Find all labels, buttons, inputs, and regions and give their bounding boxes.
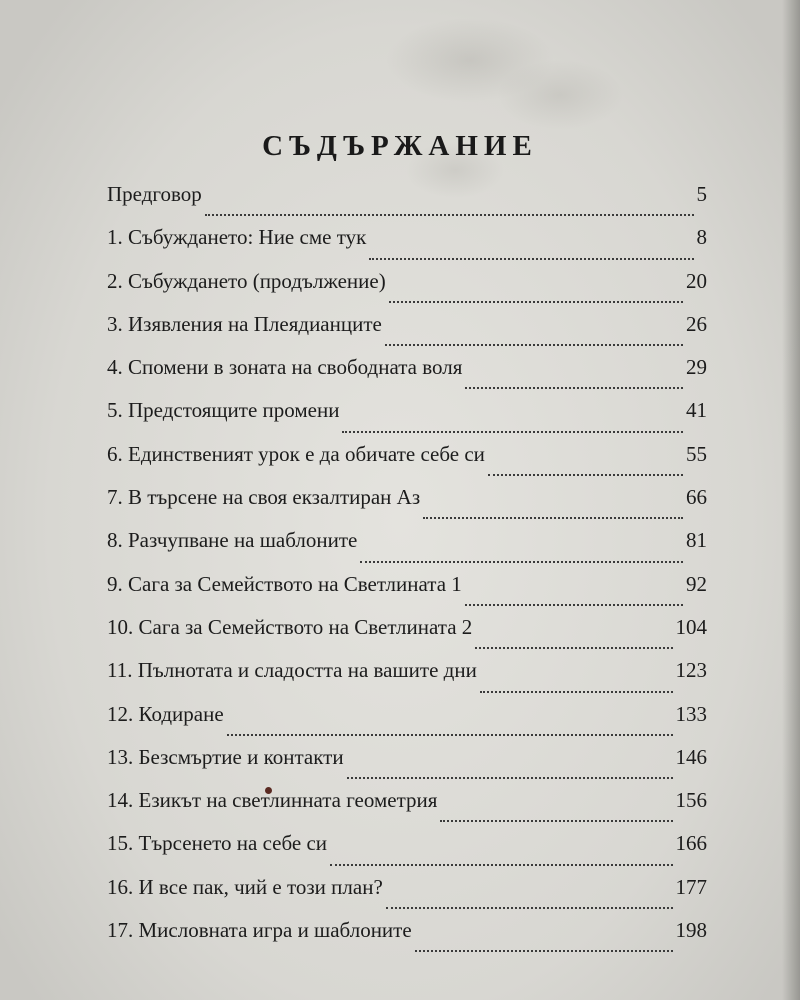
toc-dot-leader [465, 603, 683, 606]
toc-dot-leader [342, 430, 683, 433]
toc-dot-leader [386, 906, 673, 909]
toc-entry-page: 198 [675, 918, 707, 943]
toc-dot-leader [347, 776, 673, 779]
table-of-contents [107, 182, 707, 961]
toc-entry-page: 133 [675, 701, 707, 726]
toc-entry [107, 355, 707, 398]
toc-dot-leader [480, 690, 673, 693]
toc-entry-title: 11. Пълнотата и сладостта на вашите дни [107, 658, 477, 683]
toc-entry-page: 156 [675, 788, 707, 813]
toc-entry-page: 104 [675, 614, 707, 639]
toc-dot-leader [227, 733, 673, 736]
toc-entry-page: 123 [675, 658, 707, 683]
toc-entry [107, 658, 707, 701]
toc-dot-leader [440, 819, 672, 822]
toc-entry [107, 225, 707, 268]
page-title: СЪДЪРЖАНИЕ [262, 130, 538, 162]
toc-entry [107, 702, 707, 745]
toc-dot-leader [205, 213, 694, 216]
toc-entry-page: 81 [686, 528, 707, 553]
toc-entry [107, 615, 707, 658]
toc-dot-leader [385, 343, 683, 346]
toc-entry-page: 92 [686, 571, 707, 596]
toc-entry [107, 918, 707, 961]
toc-dot-leader [360, 560, 683, 563]
toc-entry-title: 6. Единственият урок е да обичате себе си [107, 441, 485, 466]
toc-entry-title: 10. Сага за Семейството на Светлината 2 [107, 614, 473, 639]
toc-entry-title: 1. Събуждането: Ние сме тук [107, 225, 367, 250]
toc-dot-leader [423, 516, 683, 519]
toc-dot-leader [389, 300, 683, 303]
toc-dot-leader [415, 949, 673, 952]
toc-entry [107, 442, 707, 485]
toc-entry-page: 55 [686, 441, 707, 466]
toc-dot-leader [369, 257, 693, 260]
toc-entry-page: 146 [675, 744, 707, 769]
toc-entry-title: 12. Кодиране [107, 701, 224, 726]
toc-entry [107, 745, 707, 788]
toc-entry-page: 5 [696, 182, 707, 206]
toc-entry [107, 788, 707, 831]
toc-entry-title: 2. Събуждането (продължение) [107, 268, 386, 293]
toc-entry-title: 7. В търсене на своя екзалтиран Аз [107, 485, 421, 510]
toc-entry [107, 312, 707, 355]
toc-entry [107, 485, 707, 528]
toc-dot-leader [330, 863, 672, 866]
toc-dot-leader [465, 386, 683, 389]
toc-entry [107, 572, 707, 615]
toc-entry-page: 66 [686, 485, 707, 510]
toc-dot-leader [475, 646, 672, 649]
toc-entry-title: 13. Безсмъртие и контакти [107, 744, 344, 769]
toc-entry-title: Предговор [107, 182, 202, 206]
toc-entry-title: 9. Сага за Семейството на Светлината 1 [107, 571, 462, 596]
toc-entry-page: 166 [675, 831, 707, 856]
toc-entry-page: 8 [696, 225, 707, 250]
toc-dot-leader [488, 473, 683, 476]
toc-entry-title: 14. Езикът на светлинната геометрия [107, 788, 438, 813]
toc-entry-title: 5. Предстоящите промени [107, 398, 340, 423]
toc-entry-title: 8. Разчупване на шаблоните [107, 528, 358, 553]
toc-entry [107, 528, 707, 571]
toc-entry-title: 3. Изявления на Плеядианците [107, 311, 382, 336]
toc-entry-title: 15. Търсенето на себе си [107, 831, 328, 856]
toc-entry-title: 4. Спомени в зоната на свободната воля [107, 355, 463, 380]
toc-entry [107, 269, 707, 312]
toc-entry [107, 398, 707, 441]
toc-entry-page: 41 [686, 398, 707, 423]
toc-entry-page: 29 [686, 355, 707, 380]
toc-entry-title: 17. Мисловната игра и шаблоните [107, 918, 412, 943]
toc-entry-page: 177 [675, 874, 707, 899]
toc-entry-page: 20 [686, 268, 707, 293]
toc-entry [107, 831, 707, 874]
toc-entry-title: 16. И все пак, чий е този план? [107, 874, 383, 899]
toc-entry [107, 875, 707, 918]
toc-entry-page: 26 [686, 311, 707, 336]
toc-entry [107, 182, 707, 225]
